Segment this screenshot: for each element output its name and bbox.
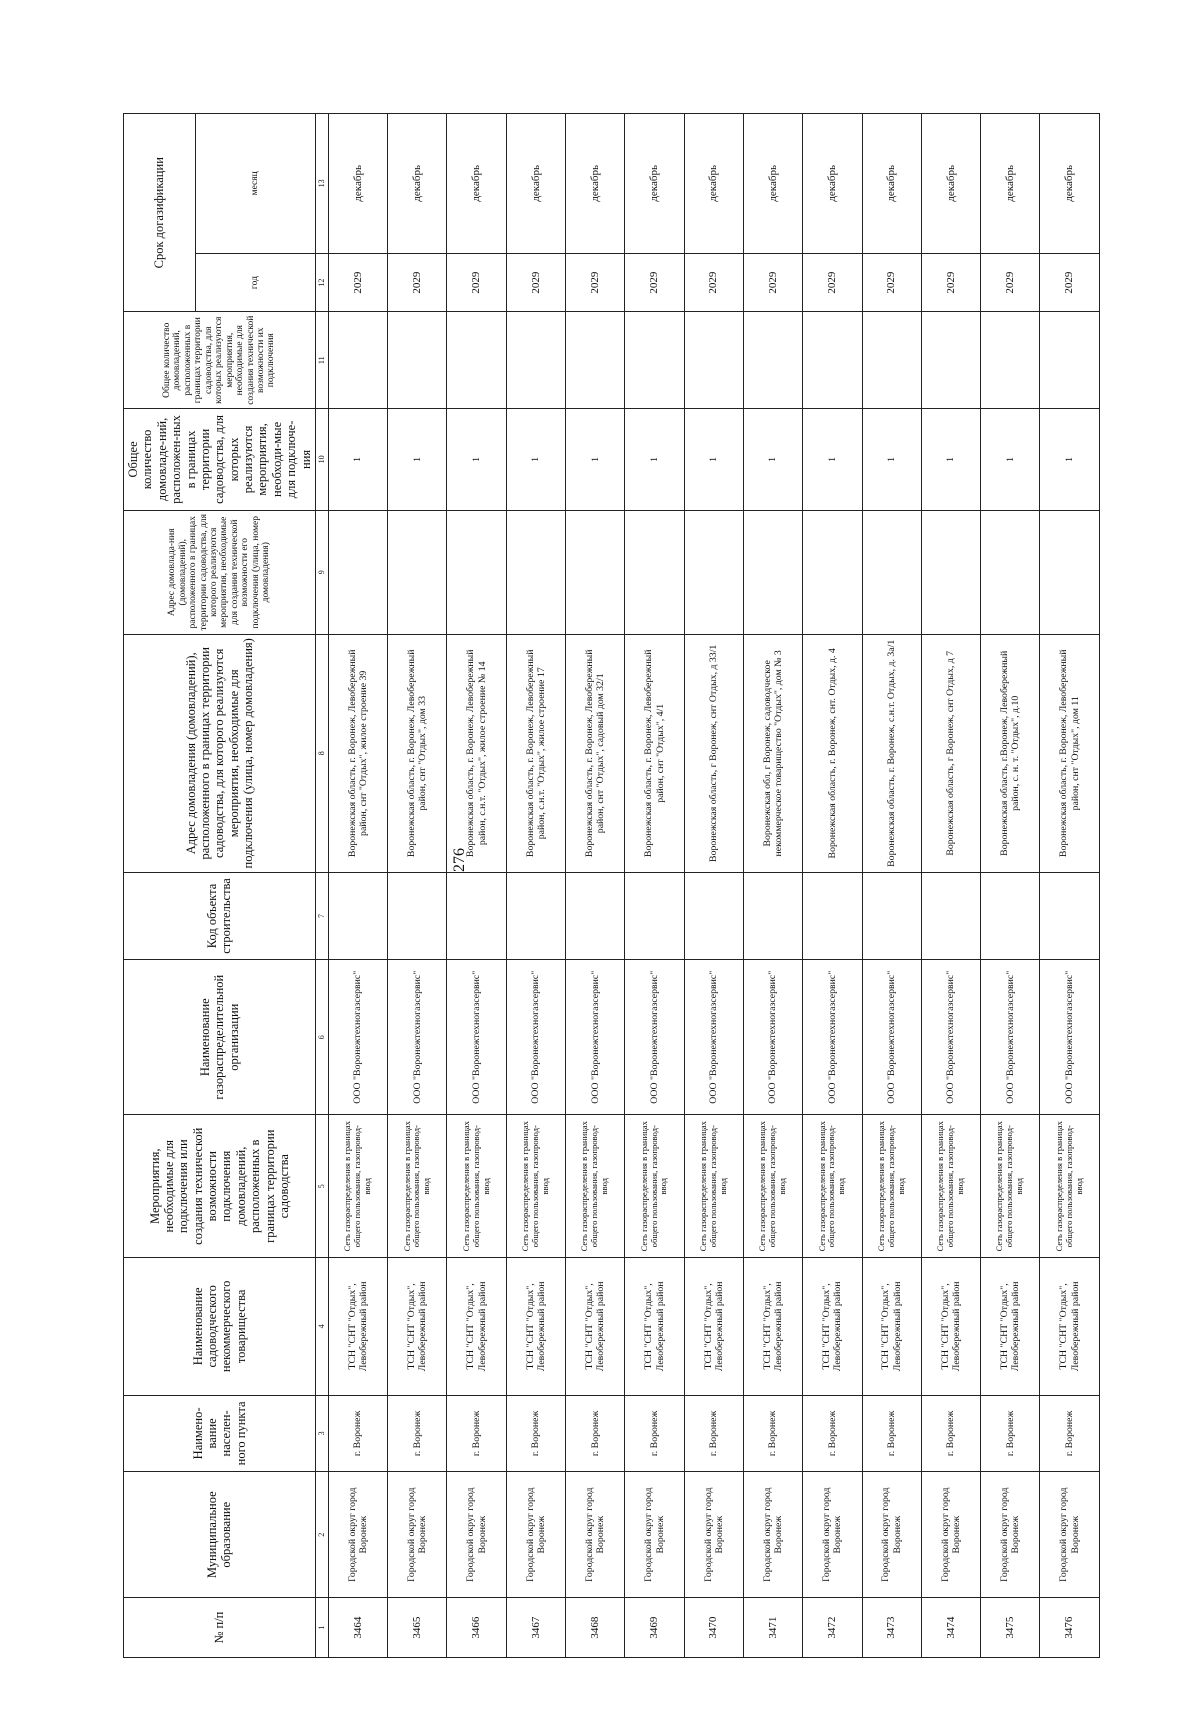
address-tech-cell [862,510,921,634]
count-connect-cell: 1 [743,409,802,511]
measures-cell: Сеть газораспределения в границах общего пользования, газопровод-ввод [921,1115,980,1258]
measures-cell: Сеть газораспределения в границах общего пользования, газопровод-ввод [625,1115,684,1258]
address-tech-cell [921,510,980,634]
header-measures: Мероприятия, необходимые для подключения или создания технической возможности подключения домовладений, расположенных в границах территории садоводства [124,1115,316,1258]
municipality-cell: Городской округ город Воронеж [506,1472,565,1598]
column-number: 6 [315,960,328,1115]
address-cell: Воронежская область, г. Воронеж, Левобережный район, с.н.т. "Отдых", жилое строение 17 [506,634,565,872]
year-cell: 2029 [743,253,802,312]
year-cell: 2029 [1040,253,1099,312]
count-connect-cell: 1 [625,409,684,511]
month-cell: декабрь [743,114,802,254]
header-year: год [196,253,316,312]
partnership-cell: ТСН "СНТ "Отдых", Левобережный район [625,1258,684,1396]
settlement-cell: г. Воронеж [566,1395,625,1472]
table-row [921,114,980,1658]
year-cell: 2029 [684,253,743,312]
measures-cell: Сеть газораспределения в границах общего пользования, газопровод-ввод [1040,1115,1099,1258]
settlement-cell: г. Воронеж [447,1395,506,1472]
measures-cell: Сеть газораспределения в границах общего пользования, газопровод-ввод [684,1115,743,1258]
address-tech-cell [566,510,625,634]
table-row [684,114,743,1658]
measures-cell: Сеть газораспределения в границах общего пользования, газопровод-ввод [981,1115,1040,1258]
code-cell [447,872,506,959]
municipality-cell: Городской округ город Воронеж [1040,1472,1099,1598]
column-number: 11 [315,312,328,409]
org-cell: ООО "Воронежтехногазсервис" [1040,960,1099,1115]
settlement-cell: г. Воронеж [803,1395,862,1472]
partnership-cell: ТСН "СНТ "Отдых", Левобережный район [506,1258,565,1396]
table-row [566,114,625,1658]
address-tech-cell [388,510,447,634]
org-cell: ООО "Воронежтехногазсервис" [862,960,921,1115]
address-tech-cell [1040,510,1099,634]
count-tech-cell [862,312,921,409]
row-number: 3466 [447,1598,506,1658]
month-cell: декабрь [803,114,862,254]
year-cell: 2029 [803,253,862,312]
municipality-cell: Городской округ город Воронеж [803,1472,862,1598]
count-connect-cell: 1 [981,409,1040,511]
column-number: 12 [315,253,328,312]
month-cell: декабрь [684,114,743,254]
address-cell: Воронежская область, г. Воронеж, Левобережный район, снт "Отдых", жилое строение 39 [328,634,387,872]
municipality-cell: Городской округ город Воронеж [388,1472,447,1598]
code-cell [328,872,387,959]
count-tech-cell [921,312,980,409]
count-tech-cell [684,312,743,409]
table-row [388,114,447,1658]
count-tech-cell [566,312,625,409]
measures-cell: Сеть газораспределения в границах общего пользования, газопровод-ввод [506,1115,565,1258]
count-connect-cell: 1 [328,409,387,511]
address-cell: Воронежская область, г Воронеж, снт Отдых, д 33/1 [684,634,743,872]
org-cell: ООО "Воронежтехногазсервис" [921,960,980,1115]
address-cell: Воронежская область, г. Воронеж, Левобережный район, снт "Отдых", дом 11 [1040,634,1099,872]
measures-cell: Сеть газораспределения в границах общего пользования, газопровод-ввод [743,1115,802,1258]
table-row [625,114,684,1658]
municipality-cell: Городской округ город Воронеж [981,1472,1040,1598]
row-number: 3465 [388,1598,447,1658]
settlement-cell: г. Воронеж [862,1395,921,1472]
partnership-cell: ТСН "СНТ "Отдых", Левобережный район [566,1258,625,1396]
address-tech-cell [328,510,387,634]
org-cell: ООО "Воронежтехногазсервис" [388,960,447,1115]
column-number: 1 [315,1598,328,1658]
count-tech-cell [506,312,565,409]
code-cell [388,872,447,959]
month-cell: декабрь [506,114,565,254]
code-cell [566,872,625,959]
partnership-cell: ТСН "СНТ "Отдых", Левобережный район [388,1258,447,1396]
gasification-table [123,113,1100,1658]
org-cell: ООО "Воронежтехногазсервис" [803,960,862,1115]
count-tech-cell [328,312,387,409]
column-number: 3 [315,1395,328,1472]
measures-cell: Сеть газораспределения в границах общего пользования, газопровод-ввод [328,1115,387,1258]
settlement-cell: г. Воронеж [981,1395,1040,1472]
column-number: 7 [315,872,328,959]
month-cell: декабрь [447,114,506,254]
page-number: 276 [451,848,468,872]
header-municipality: Муниципальное образование [124,1472,316,1598]
month-cell: декабрь [1040,114,1099,254]
count-tech-cell [625,312,684,409]
code-cell [803,872,862,959]
year-cell: 2029 [921,253,980,312]
org-cell: ООО "Воронежтехногазсервис" [506,960,565,1115]
address-cell: Воронежская область, г. Воронеж, Левобережный район, с.н.т. "Отдых", жилое строение № 14 [447,634,506,872]
settlement-cell: г. Воронеж [743,1395,802,1472]
header-code: Код объекта строительства [124,872,316,959]
header-address-tech: Адрес домовлада-ния (домовладений), расположенного в границах территории садоводства, для которого реализуются мероприятия, необходимые для создания технической возможности его подключения (улица, номер домовладения) [124,510,316,634]
code-cell [981,872,1040,959]
code-cell [921,872,980,959]
year-cell: 2029 [506,253,565,312]
count-connect-cell: 1 [921,409,980,511]
count-connect-cell: 1 [684,409,743,511]
address-tech-cell [981,510,1040,634]
municipality-cell: Городской округ город Воронеж [684,1472,743,1598]
count-tech-cell [447,312,506,409]
code-cell [506,872,565,959]
settlement-cell: г. Воронеж [1040,1395,1099,1472]
column-number: 8 [315,634,328,872]
count-connect-cell: 1 [506,409,565,511]
address-tech-cell [684,510,743,634]
table-row [981,114,1040,1658]
partnership-cell: ТСН "СНТ "Отдых", Левобережный район [743,1258,802,1396]
count-connect-cell: 1 [447,409,506,511]
row-number: 3471 [743,1598,802,1658]
partnership-cell: ТСН "СНТ "Отдых", Левобережный район [921,1258,980,1396]
settlement-cell: г. Воронеж [625,1395,684,1472]
address-tech-cell [743,510,802,634]
municipality-cell: Городской округ город Воронеж [566,1472,625,1598]
month-cell: декабрь [328,114,387,254]
org-cell: ООО "Воронежтехногазсервис" [625,960,684,1115]
count-tech-cell [388,312,447,409]
partnership-cell: ТСН "СНТ "Отдых", Левобережный район [981,1258,1040,1396]
org-cell: ООО "Воронежтехногазсервис" [566,960,625,1115]
column-number: 10 [315,409,328,511]
partnership-cell: ТСН "СНТ "Отдых", Левобережный район [1040,1258,1099,1396]
measures-cell: Сеть газораспределения в границах общего пользования, газопровод-ввод [388,1115,447,1258]
column-number: 2 [315,1472,328,1598]
municipality-cell: Городской округ город Воронеж [743,1472,802,1598]
year-cell: 2029 [981,253,1040,312]
row-number: 3472 [803,1598,862,1658]
code-cell [1040,872,1099,959]
table-row [803,114,862,1658]
table-row [328,114,387,1658]
year-cell: 2029 [388,253,447,312]
count-connect-cell: 1 [566,409,625,511]
month-cell: декабрь [921,114,980,254]
address-cell: Воронежская область, г. Воронеж, снт. Отдых, д. 4 [803,634,862,872]
code-cell [862,872,921,959]
municipality-cell: Городской округ город Воронеж [862,1472,921,1598]
measures-cell: Сеть газораспределения в границах общего пользования, газопровод-ввод [566,1115,625,1258]
org-cell: ООО "Воронежтехногазсервис" [743,960,802,1115]
row-number: 3467 [506,1598,565,1658]
year-cell: 2029 [862,253,921,312]
column-number: 9 [315,510,328,634]
row-number: 3473 [862,1598,921,1658]
year-cell: 2029 [625,253,684,312]
header-count-tech: Общее количество домовладений, расположенных в границах территории садоводства, для которых реализуются мероприятия, необходимые для создания технической возможности их подключения [124,312,316,409]
org-cell: ООО "Воронежтехногазсервис" [447,960,506,1115]
count-tech-cell [803,312,862,409]
row-number: 3469 [625,1598,684,1658]
code-cell [743,872,802,959]
row-number: 3475 [981,1598,1040,1658]
count-connect-cell: 1 [803,409,862,511]
address-cell: Воронежская область, г Воронеж, снт Отдых, д 7 [921,634,980,872]
address-tech-cell [803,510,862,634]
year-cell: 2029 [566,253,625,312]
address-tech-cell [447,510,506,634]
address-tech-cell [506,510,565,634]
partnership-cell: ТСН "СНТ "Отдых", Левобережный район [803,1258,862,1396]
month-cell: декабрь [566,114,625,254]
row-number: 3464 [328,1598,387,1658]
address-cell: Воронежская область, г. Воронеж, с.н.т. Отдых, д. 3а/1 [862,634,921,872]
measures-cell: Сеть газораспределения в границах общего пользования, газопровод-ввод [447,1115,506,1258]
municipality-cell: Городской округ город Воронеж [921,1472,980,1598]
settlement-cell: г. Воронеж [684,1395,743,1472]
header-deadline: Срок догазификации [124,114,196,312]
partnership-cell: ТСН "СНТ "Отдых", Левобережный район [862,1258,921,1396]
table-row [862,114,921,1658]
year-cell: 2029 [447,253,506,312]
municipality-cell: Городской округ город Воронеж [328,1472,387,1598]
month-cell: декабрь [981,114,1040,254]
org-cell: ООО "Воронежтехногазсервис" [684,960,743,1115]
code-cell [684,872,743,959]
address-tech-cell [625,510,684,634]
partnership-cell: ТСН "СНТ "Отдых", Левобережный район [328,1258,387,1396]
header-partnership: Наименование садоводческого некоммерческого товарищества [124,1258,316,1396]
row-number: 3468 [566,1598,625,1658]
table-row [743,114,802,1658]
row-number: 3474 [921,1598,980,1658]
row-number: 3470 [684,1598,743,1658]
count-connect-cell: 1 [862,409,921,511]
settlement-cell: г. Воронеж [328,1395,387,1472]
measures-cell: Сеть газораспределения в границах общего пользования, газопровод-ввод [803,1115,862,1258]
table-body [328,114,1099,1658]
municipality-cell: Городской округ город Воронеж [447,1472,506,1598]
table-row [506,114,565,1658]
settlement-cell: г. Воронеж [388,1395,447,1472]
column-number-row [315,114,328,1658]
column-number: 13 [315,114,328,254]
settlement-cell: г. Воронеж [921,1395,980,1472]
year-cell: 2029 [328,253,387,312]
column-number: 5 [315,1115,328,1258]
table-row [447,114,506,1658]
measures-cell: Сеть газораспределения в границах общего пользования, газопровод-ввод [862,1115,921,1258]
address-cell: Воронежская область, г. Воронеж, Левобережный район, снт "Отдых", дом 33 [388,634,447,872]
column-number: 4 [315,1258,328,1396]
address-cell: Воронежская обл, г Воронеж, садоводческое некоммерческое товарищество "Отдых", дом № 3 [743,634,802,872]
address-cell: Воронежская область, г. Воронеж, Левобережный район, снт "Отдых", 4/1 [625,634,684,872]
row-number: 3476 [1040,1598,1099,1658]
header-no: № п/п [124,1598,316,1658]
code-cell [625,872,684,959]
municipality-cell: Городской округ город Воронеж [625,1472,684,1598]
count-connect-cell: 1 [388,409,447,511]
address-cell: Воронежская область, г.Воронеж, Левобережный район, с. н. т. "Отдых", д.10 [981,634,1040,872]
address-cell: Воронежская область, г. Воронеж, Левобережный район, снт "Отдых", садовый дом 32/1 [566,634,625,872]
partnership-cell: ТСН "СНТ "Отдых", Левобережный район [447,1258,506,1396]
count-tech-cell [981,312,1040,409]
table-row [1040,114,1099,1658]
org-cell: ООО "Воронежтехногазсервис" [328,960,387,1115]
rotated-table-wrapper [123,113,1084,1658]
header-org: Наименование газораспределительной организации [124,960,316,1115]
month-cell: декабрь [862,114,921,254]
org-cell: ООО "Воронежтехногазсервис" [981,960,1040,1115]
settlement-cell: г. Воронеж [506,1395,565,1472]
partnership-cell: ТСН "СНТ "Отдых", Левобережный район [684,1258,743,1396]
month-cell: декабрь [625,114,684,254]
header-address: Адрес домовладения (домовладений), расположенного в границах территории садоводства, для которого реализуются мероприятия, необходимые для подключения (улица, номер домовладения) [124,634,316,872]
header-month: месяц [196,114,316,254]
month-cell: декабрь [388,114,447,254]
count-tech-cell [1040,312,1099,409]
count-tech-cell [743,312,802,409]
header-count-connect: Общее количество домовладе-ний, расположен-ных в границах территории садоводства, для которых реализуются мероприятия, необходи-мые для подключе-ния [124,409,316,511]
header-settlement: Наимено-вание населен-ного пункта [124,1395,316,1472]
count-connect-cell: 1 [1040,409,1099,511]
